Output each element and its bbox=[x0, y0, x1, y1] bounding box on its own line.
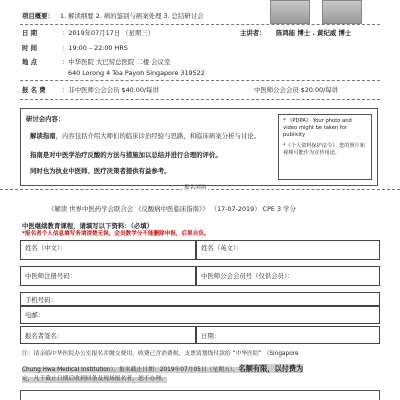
cut-label: 报名回执 bbox=[184, 185, 207, 191]
date-field-label: 日期： bbox=[201, 332, 221, 340]
form-section-note: *报名者个人信息填写务请清楚无误，会员数学分不能删除申报，后果自负。 bbox=[22, 231, 210, 237]
content-line-2: 指南是对中医学治疗反酸的方法与措施加以总结并进行合理的评价。 bbox=[30, 151, 222, 159]
date-label: 日 期 bbox=[22, 29, 38, 37]
divider bbox=[20, 80, 380, 81]
fee-member: 中医师公会会员 $20.00/每讲 bbox=[254, 86, 339, 94]
note-line-1: 注：请亲临中华医院办公室报名并缴交费用，收费已含消费税，支票请划线付款给 “中华医院” （Singapore bbox=[22, 351, 299, 357]
speaker-photo-1 bbox=[270, 0, 310, 24]
content-line-1 bbox=[30, 133, 260, 139]
note-limited: 名额有限，以付费为 bbox=[238, 364, 304, 373]
member-no-field[interactable] bbox=[196, 266, 380, 286]
venue-address: 640 Lorong 4 Toa Payoh Singapore 319522 bbox=[68, 69, 205, 77]
email-field[interactable] bbox=[20, 306, 380, 324]
content-line-1-rest: ，内容包括介绍大师们的临床诊治经验与思路，和临床病案分析与讨论。 bbox=[55, 132, 261, 140]
time-value: ：19:00 – 22:00 HRS bbox=[62, 44, 128, 52]
signature-label: 报名者签名： bbox=[25, 332, 64, 340]
speakers-label: 主讲者： bbox=[240, 29, 266, 37]
note-line-3: 定，凡于截止日期后收到回条及现场报名者，恕不办理。 bbox=[22, 376, 167, 382]
mobile-field[interactable] bbox=[20, 292, 380, 306]
tcm-reg-field[interactable] bbox=[20, 266, 196, 286]
pdpa-box bbox=[278, 114, 372, 180]
name-cn-label: 姓名（中文）： bbox=[25, 244, 67, 252]
pdpa-english: * 《PDPA》 Your photo and video might be taken for publicity bbox=[283, 118, 352, 139]
fee-nonmember: ：非中医师公会会员 $40.00/每讲 bbox=[62, 86, 159, 94]
name-en-field[interactable] bbox=[196, 240, 380, 260]
member-no-label: 中医师公会会员号（仅供会员）： bbox=[201, 272, 294, 280]
venue-label: 地 点 bbox=[22, 58, 38, 66]
bottom-box-edge bbox=[20, 390, 380, 400]
venue-value: ：中华医院 大巴窑总医院 二楼 会议室 bbox=[62, 58, 171, 66]
content-title: 研讨会内容： bbox=[26, 115, 65, 123]
pdpa-chinese: *《个人资料保护法令》 您的照片和视频可能作为宣传用途。 bbox=[283, 143, 366, 157]
name-cn-field[interactable] bbox=[20, 240, 196, 260]
fee-label: 报 名 费 bbox=[22, 86, 46, 94]
date-field[interactable] bbox=[196, 326, 380, 344]
date-value: ：2019年07月17日 （星期三） bbox=[62, 29, 155, 37]
time-label: 时 间 bbox=[22, 44, 38, 52]
note-deadline: Chung Hwa Medical Institution）。报名截止日期：2019年07月05日（星期五）， bbox=[22, 367, 239, 373]
name-en-label: 姓名（英文）： bbox=[201, 244, 243, 252]
form-section-title: 中医继续教育课程，请填写以下资料：（必填） bbox=[22, 222, 154, 230]
overview-label: 项目概要： bbox=[22, 12, 54, 20]
signature-field[interactable] bbox=[20, 326, 196, 344]
content-line-3: 同时也为执业中医师、医疗决策者提供有益参考。 bbox=[30, 167, 171, 175]
content-line-1-bold: 解读指南 bbox=[30, 132, 56, 140]
speakers-text: 陈鸿能 博士 . 黄纪威 博士 bbox=[276, 29, 352, 37]
email-label: 电邮： bbox=[25, 311, 45, 319]
divider bbox=[20, 99, 380, 100]
note-line-2 bbox=[22, 365, 303, 374]
tcm-reg-label: 中医师注册号码： bbox=[25, 272, 77, 280]
divider bbox=[20, 24, 380, 25]
mobile-label: 手机号码： bbox=[25, 296, 57, 304]
overview-text: 1. 解读纲要 2. 病的鉴别与病案处理 3. 总结研讨会 bbox=[60, 12, 204, 20]
speaker-photo-2 bbox=[322, 0, 362, 24]
form-heading: 《解读 世界中医药学会联合会 《反酸病中医临床指南》》 （17-07-2019） CPE 3 学分 bbox=[48, 205, 296, 213]
